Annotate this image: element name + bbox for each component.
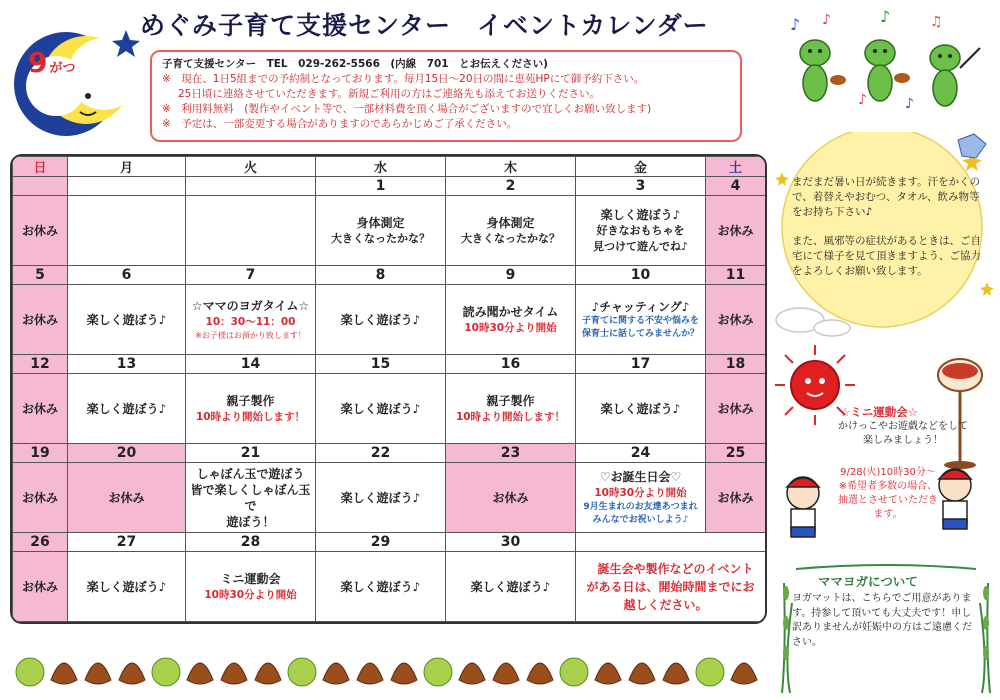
day-cell (446, 196, 576, 266)
day-cell (446, 463, 576, 533)
chestnut-icon (357, 663, 383, 684)
event-text: 身体測定 (486, 215, 535, 230)
event-text: ♡お誕生日会♡ (599, 469, 682, 484)
chestnut-icon (527, 663, 553, 684)
day-cell (576, 285, 706, 355)
event-text: 遊ぼう！ (226, 514, 275, 529)
event-text: お休み (492, 490, 529, 505)
date-number: 25 (706, 444, 766, 463)
chestnut-icon (51, 663, 77, 684)
date-number: 20 (68, 444, 186, 463)
event-text: 楽しく遊ぼう♪ (86, 312, 167, 327)
day-off-cell (13, 285, 68, 355)
event-text: 楽しく遊ぼう♪ (340, 312, 421, 327)
weekday-sat: 土 (706, 157, 766, 177)
date-number: 5 (13, 266, 68, 285)
date-number: 15 (316, 355, 446, 374)
date-number: 1 (316, 177, 446, 196)
date-number: 17 (576, 355, 706, 374)
event-text: ☆ママのヨガタイム☆ (191, 299, 310, 313)
day-cell (576, 374, 706, 444)
event-text: 見つけて遊んでね♪ (592, 239, 689, 253)
holiday-label: お休み (21, 491, 58, 505)
date-number: 2 (446, 177, 576, 196)
event-text: 楽しく遊ぼう♪ (600, 401, 681, 416)
holiday-label: お休み (21, 402, 58, 416)
day-off-cell (13, 196, 68, 266)
day-cell (186, 463, 316, 533)
sports-day-note: 9/28(火)10時30分～ ※希望者多数の場合、抽選とさせていただきます。 (838, 467, 938, 520)
week-events-row (13, 463, 766, 533)
date-number: 13 (68, 355, 186, 374)
event-text: 楽しく遊ぼう♪ (470, 579, 551, 594)
moon-message (792, 175, 982, 293)
day-cell (316, 196, 446, 266)
info-note-4: ※ 予定は、一部変更する場合がありますのであらかじめご了承ください。 (162, 118, 518, 130)
event-text: 読み聞かせタイム (462, 304, 559, 319)
event-text: 大きくなったかな？ (331, 231, 430, 245)
chestnut-icon (459, 663, 485, 684)
event-text: みんなでお祝いしよう♪ (592, 514, 689, 525)
event-text: 10時30分より開始 (204, 588, 297, 601)
event-text: 親子製作 (486, 393, 535, 408)
date-number: 16 (446, 355, 576, 374)
event-text: 身体測定 (356, 215, 405, 230)
chestnut-icon (221, 663, 247, 684)
day-cell (316, 285, 446, 355)
date-number: 14 (186, 355, 316, 374)
info-note-3: ※ 利用料無料 (製作やイベント等で、一部材料費を頂く場合がございますので宜しくお願い致します) (162, 103, 652, 115)
chestnut-burr-icon (288, 658, 316, 686)
weekday-wed: 水 (316, 157, 446, 177)
event-text: 大きくなったかな？ (461, 231, 560, 245)
date-number: 27 (68, 533, 186, 552)
date-number (13, 177, 68, 196)
day-off-cell (706, 374, 766, 444)
date-number (186, 177, 316, 196)
event-text: ♪チャッティング♪ (591, 299, 690, 314)
week-dates-row (13, 177, 766, 196)
date-number: 10 (576, 266, 706, 285)
event-text: 親子製作 (226, 393, 275, 408)
date-number: 8 (316, 266, 446, 285)
event-notice-cell (576, 552, 766, 622)
date-number: 26 (13, 533, 68, 552)
week-dates-row (13, 533, 766, 552)
event-text: 楽しく遊ぼう♪ (340, 490, 421, 505)
date-number: 24 (576, 444, 706, 463)
chestnut-burr-icon (152, 658, 180, 686)
chestnut-icon (119, 663, 145, 684)
event-text: ※お子様はお預かり致します！ (195, 331, 306, 340)
day-cell (68, 374, 186, 444)
holiday-label: お休み (717, 402, 754, 416)
week-dates-row (13, 355, 766, 374)
event-text: 楽しく遊ぼう♪ (340, 579, 421, 594)
page-title: めぐみ子育て支援センター イベントカレンダー (140, 11, 709, 40)
day-cell (316, 463, 446, 533)
weekday-sun: 日 (13, 157, 68, 177)
moon-message-p1: まだまだ暑い日が続きます。汗をかくので、着替えやおむつ、タオル、飲み物等をお持ち下さい♪ (792, 176, 981, 218)
day-cell (186, 285, 316, 355)
yoga-title: ママヨガについて (818, 574, 918, 589)
date-number: 18 (706, 355, 766, 374)
event-text: 10時30分より開始 (464, 321, 557, 334)
holiday-label: お休み (21, 224, 58, 238)
day-cell (68, 285, 186, 355)
date-number: 23 (446, 444, 576, 463)
date-number: 11 (706, 266, 766, 285)
day-cell (576, 196, 706, 266)
day-cell (68, 552, 186, 622)
date-number (68, 177, 186, 196)
day-off-cell (13, 552, 68, 622)
date-number (576, 533, 766, 552)
chestnut-burr-icon (424, 658, 452, 686)
chestnut-icon (663, 663, 689, 684)
svg-text:♪: ♪ (822, 12, 831, 28)
week-events-row (13, 285, 766, 355)
date-number: 12 (13, 355, 68, 374)
weekday-mon: 月 (68, 157, 186, 177)
day-cell (576, 463, 706, 533)
event-text: ミニ運動会 (220, 571, 281, 586)
date-number: 28 (186, 533, 316, 552)
week-events-row (13, 196, 766, 266)
date-number: 19 (13, 444, 68, 463)
svg-text:♫: ♫ (930, 14, 943, 30)
event-text: 9月生まれのお友達あつまれ (583, 501, 698, 512)
day-off-cell (13, 463, 68, 533)
chestnut-burr-icon (696, 658, 724, 686)
sports-day-title: ☆ミニ運動会☆ (840, 405, 919, 419)
day-cell (186, 374, 316, 444)
date-number: 22 (316, 444, 446, 463)
chestnut-icon (595, 663, 621, 684)
day-cell (316, 374, 446, 444)
event-text: 皆で楽しくしゃぼん玉で (190, 482, 311, 513)
event-text: 10時30分より開始 (594, 486, 687, 499)
week-events-row (13, 374, 766, 444)
event-calendar (10, 154, 767, 624)
day-cell (68, 196, 186, 266)
week-dates-row (13, 444, 766, 463)
chestnut-icon (731, 663, 757, 684)
chestnut-icon (187, 663, 213, 684)
date-number: 3 (576, 177, 706, 196)
date-number: 9 (446, 266, 576, 285)
event-text: 子育てに関する不安や悩みを (581, 315, 699, 326)
sports-day-illustration-icon (775, 345, 995, 555)
svg-text:♪: ♪ (858, 92, 867, 108)
contact-line: 子育て支援センター TEL 029-262-5566 (内線 701 とお伝えください) (162, 58, 548, 70)
holiday-label: お休み (717, 491, 754, 505)
month-number: 9 (28, 46, 48, 79)
day-cell (316, 552, 446, 622)
event-text: 保育士に話してみませんか？ (581, 328, 699, 339)
chestnut-burr-icon (16, 658, 44, 686)
event-text: お休み (108, 490, 145, 505)
chestnut-icon (323, 663, 349, 684)
holiday-label: お休み (21, 313, 58, 327)
date-number: 6 (68, 266, 186, 285)
event-text: 楽しく遊ぼう♪ (340, 401, 421, 416)
cricket-band-illustration-icon (780, 8, 990, 118)
date-number: 7 (186, 266, 316, 285)
event-text: しゃぼん玉で遊ぼう (196, 466, 305, 481)
holiday-label: お休み (717, 313, 754, 327)
day-cell (446, 552, 576, 622)
chestnut-icon (85, 663, 111, 684)
day-cell (68, 463, 186, 533)
date-number: 30 (446, 533, 576, 552)
month-suffix: がつ (49, 61, 76, 76)
day-off-cell (706, 463, 766, 533)
svg-text:♪: ♪ (880, 8, 891, 26)
week-dates-row (13, 266, 766, 285)
chestnut-burr-icon (560, 658, 588, 686)
date-number: 4 (706, 177, 766, 196)
day-cell (186, 552, 316, 622)
day-off-cell (13, 374, 68, 444)
event-text: 楽しく遊ぼう♪ (86, 579, 167, 594)
yoga-text: ヨガマットは、こちらでご用意があります。持参して頂いても大丈夫です！申し訳ありませんが妊娠中の方はご遠慮ください。 (792, 593, 972, 648)
day-cell (186, 196, 316, 266)
week-events-row (13, 552, 766, 622)
event-text: 10時より開始します！ (195, 410, 306, 423)
chestnut-border-icon (0, 628, 770, 700)
sports-day-description: かけっこやお遊戯などをして楽しみましょう！ (838, 421, 968, 446)
weekday-tue: 火 (186, 157, 316, 177)
info-box (150, 50, 742, 142)
holiday-label: お休み (717, 224, 754, 238)
info-note-2: 25日頃に連絡させていただきます。新規ご利用の方はご連絡先も添えてお送りください。 (178, 88, 601, 100)
holiday-label: お休み (21, 580, 58, 594)
moon-message-p2: また、風邪等の症状があるときは、ご自宅にて様子を見て頂きますよう、ご協力をよろしくお願い致します。 (792, 235, 981, 277)
day-cell (446, 374, 576, 444)
event-text: 楽しく遊ぼう♪ (600, 207, 681, 222)
day-off-cell (706, 285, 766, 355)
weekday-thu: 木 (446, 157, 576, 177)
date-number: 21 (186, 444, 316, 463)
day-cell (446, 285, 576, 355)
chestnut-icon (629, 663, 655, 684)
svg-text:♪: ♪ (790, 15, 801, 34)
weekday-fri: 金 (576, 157, 706, 177)
svg-text:♪: ♪ (905, 96, 914, 112)
event-text: 楽しく遊ぼう♪ (86, 401, 167, 416)
month-label (28, 46, 76, 79)
date-number: 29 (316, 533, 446, 552)
info-note-1: ※ 現在、1日5組までの予約制となっております。毎月15日～20日の間に恵苑HPにて御予約下さい。 (162, 73, 645, 85)
event-text: 誕生会や製作などのイベントがある日は、開始時間までにお越しください。 (586, 561, 755, 612)
day-off-cell (706, 196, 766, 266)
chestnut-icon (391, 663, 417, 684)
event-text: 好きなおもちゃを (596, 223, 685, 237)
event-text: 10：30～11：00 (205, 316, 296, 328)
chestnut-icon (493, 663, 519, 684)
crescent-moon-icon (8, 22, 148, 142)
event-text: 10時より開始します！ (455, 410, 566, 423)
chestnut-icon (255, 663, 281, 684)
